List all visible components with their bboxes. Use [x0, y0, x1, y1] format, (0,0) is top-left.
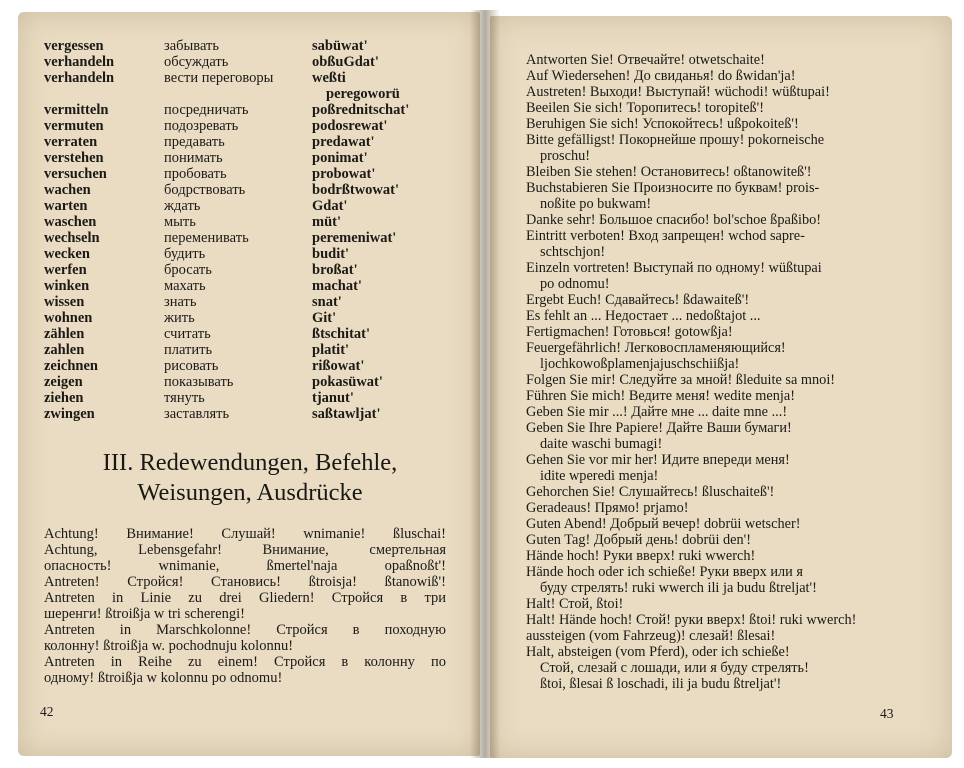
- vocab-transliteration: weßti: [312, 70, 346, 86]
- vocab-row: [44, 150, 444, 166]
- vocab-russian: заставлять: [164, 406, 230, 422]
- vocab-row: [44, 278, 444, 294]
- vocab-russian: забывать: [164, 38, 219, 54]
- vocab-transliteration-cont: peregoworü: [326, 86, 400, 102]
- vocab-row: [44, 214, 444, 230]
- vocab-transliteration: Gdat': [312, 198, 348, 214]
- phrase-line: Hände hoch! Руки вверх! ruki wwerch!: [526, 548, 756, 564]
- vocabulary-list: [44, 38, 444, 422]
- vocab-row: [44, 262, 444, 278]
- phrase-line: Guten Tag! Добрый день! dobrüi den'!: [526, 532, 751, 548]
- phrase-line: Auf Wiedersehen! До свиданья! do ßwidan'ja!: [526, 68, 796, 84]
- vocab-row: [44, 342, 444, 358]
- vocab-transliteration: pokasüwat': [312, 374, 383, 390]
- vocab-transliteration: Git': [312, 310, 337, 326]
- vocab-row: [44, 118, 444, 134]
- vocab-transliteration: poßrednitschat': [312, 102, 410, 118]
- vocab-german: wohnen: [44, 310, 93, 326]
- heading-line-1: III. Redewendungen, Befehle,: [102, 449, 398, 476]
- vocab-row: [44, 54, 444, 70]
- right-phrase-list: [526, 52, 910, 692]
- phrase-line: schtschjon!: [540, 244, 606, 260]
- phrase-line: Fertigmachen! Готовься! gotowßja!: [526, 324, 733, 340]
- phrase-line: Achtung, Lebensgefahr! Внимание, смертельная: [44, 542, 446, 558]
- page-number-left: 42: [40, 704, 54, 719]
- vocab-german: zeigen: [44, 374, 83, 390]
- phrase-line: Danke sehr! Большое спасибо! bol'schoe ßpaßibo!: [526, 212, 822, 228]
- section-heading: [40, 448, 460, 508]
- phrase-line: буду стрелять! ruki wwerch ili ja budu ßtreljat'!: [540, 580, 817, 596]
- vocab-transliteration: broßat': [312, 262, 358, 278]
- phrase-line: Geradeaus! Прямо! prjamo!: [526, 500, 689, 516]
- vocab-german: wachen: [44, 182, 91, 198]
- vocab-continuation: [44, 86, 444, 102]
- vocab-transliteration: ßtschitat': [312, 326, 370, 342]
- vocab-row: [44, 134, 444, 150]
- vocab-german: zeichnen: [44, 358, 98, 374]
- vocab-transliteration: obßuGdat': [312, 54, 379, 70]
- phrase-line: Einzeln vortreten! Выступай по одному! wüßtupai: [526, 260, 822, 276]
- phrase-line: Antworten Sie! Отвечайте! otwetschaite!: [526, 52, 765, 68]
- vocab-row: [44, 294, 444, 310]
- vocab-transliteration: predawat': [312, 134, 375, 150]
- phrase-line: Austreten! Выходи! Выступай! wüchodi! wüßtupai!: [526, 84, 830, 100]
- vocab-russian: рисовать: [164, 358, 219, 374]
- vocab-german: vergessen: [44, 38, 104, 54]
- vocab-russian: тянуть: [164, 390, 205, 406]
- vocab-row: [44, 326, 444, 342]
- phrase-line: Es fehlt an ... Недостает ... nedoßtajot ...: [526, 308, 761, 324]
- vocab-german: warten: [44, 198, 88, 214]
- vocab-russian: платить: [164, 342, 213, 358]
- vocab-german: wechseln: [44, 230, 100, 246]
- phrase-line: Führen Sie mich! Ведите меня! wedite menja!: [526, 388, 795, 404]
- phrase-line: ljochkowoßplamenjajuschschiißja!: [540, 356, 740, 372]
- vocab-transliteration: podosrewat': [312, 118, 388, 134]
- phrase-line: Ergebt Euch! Сдавайтесь! ßdawaiteß'!: [526, 292, 750, 308]
- phrase-line: Antreten! Стройся! Становись! ßtroisja! ßtanowiß'!: [44, 574, 446, 590]
- vocab-transliteration: peremeniwat': [312, 230, 397, 246]
- vocab-german: verstehen: [44, 150, 104, 166]
- phrase-line: Halt! Стой, ßtoi!: [526, 596, 624, 612]
- vocab-transliteration: sabüwat': [312, 38, 368, 54]
- vocab-russian: посредничать: [164, 102, 249, 118]
- heading-line-2: Weisungen, Ausdrücke: [137, 479, 363, 506]
- phrase-line: Bleiben Sie stehen! Остановитесь! oßtanowiteß'!: [526, 164, 812, 180]
- phrase-line: Feuergefährlich! Легковоспламеняющийся!: [526, 340, 786, 356]
- phrase-line: Antreten in Marschkolonne! Стройся в походную: [44, 622, 446, 638]
- vocab-transliteration: snat': [312, 294, 342, 310]
- phrase-line: шеренги! ßtroißja w tri scherengi!: [44, 606, 245, 622]
- phrase-line: Gehen Sie vor mir her! Идите впереди меня!: [526, 452, 790, 468]
- phrase-line: Antreten in Linie zu drei Gliedern! Стройся в три: [44, 590, 446, 606]
- vocab-russian: знать: [164, 294, 197, 310]
- vocab-transliteration: müt': [312, 214, 341, 230]
- vocab-russian: показывать: [164, 374, 234, 390]
- vocab-german: verhandeln: [44, 70, 115, 86]
- phrase-line: опасность! wnimanie, ßmertel'naja opaßnoßt'!: [44, 558, 446, 574]
- vocab-transliteration: bodrßtwowat': [312, 182, 400, 198]
- vocab-russian: ждать: [164, 198, 201, 214]
- phrase-line: Achtung! Внимание! Слушай! wnimanie! ßluschai!: [44, 526, 446, 542]
- phrase-line: Geben Sie mir ...! Дайте мне ... daite mne ...!: [526, 404, 788, 420]
- vocab-russian: будить: [164, 246, 206, 262]
- phrase-line: ßtoi, ßlesai ß loschadi, ili ja budu ßtreljat'!: [540, 676, 782, 692]
- phrase-line: idite wperedi menja!: [540, 468, 659, 484]
- phrase-line: Antreten in Reihe zu einem! Стройся в колонну по: [44, 654, 446, 670]
- vocab-transliteration: tjanut': [312, 390, 354, 406]
- vocab-russian: бросать: [164, 262, 212, 278]
- vocab-german: verhandeln: [44, 54, 115, 70]
- vocab-row: [44, 182, 444, 198]
- vocab-russian: переменивать: [164, 230, 249, 246]
- phrase-line: Beeilen Sie sich! Торопитесь! toropiteß'!: [526, 100, 764, 116]
- vocab-row: [44, 310, 444, 326]
- phrase-line: Buchstabieren Sie Произносите по буквам! prois-: [526, 180, 820, 196]
- vocab-german: zwingen: [44, 406, 95, 422]
- phrase-line: noßite po bukwam!: [540, 196, 652, 212]
- phrase-line: Стой, слезай с лошади, или я буду стрелять!: [540, 660, 809, 676]
- vocab-transliteration: machat': [312, 278, 362, 294]
- phrase-line: Hände hoch oder ich schieße! Руки вверх или я: [526, 564, 803, 580]
- phrase-line: одному! ßtroißja w kolonnu po odnomu!: [44, 670, 283, 686]
- vocab-row: [44, 198, 444, 214]
- vocab-russian: предавать: [164, 134, 225, 150]
- phrase-line: Eintritt verboten! Вход запрещен! wchod sapre-: [526, 228, 805, 244]
- vocab-russian: жить: [164, 310, 195, 326]
- vocab-russian: считать: [164, 326, 211, 342]
- phrase-line: Beruhigen Sie sich! Успокойтесь! ußpokoiteß'!: [526, 116, 799, 132]
- phrase-line: aussteigen (vom Fahrzeug)! слезай! ßlesai!: [526, 628, 776, 644]
- vocab-russian: обсуждать: [164, 54, 229, 70]
- vocab-row: [44, 374, 444, 390]
- vocab-russian: бодрствовать: [164, 182, 246, 198]
- vocab-german: wecken: [44, 246, 90, 262]
- vocab-german: ziehen: [44, 390, 84, 406]
- phrase-line: daite waschi bumagi!: [540, 436, 663, 452]
- vocab-german: vermitteln: [44, 102, 109, 118]
- vocab-transliteration: budit': [312, 246, 350, 262]
- phrase-line: proschu!: [540, 148, 591, 164]
- phrase-line: Guten Abend! Добрый вечер! dobrüi wetscher!: [526, 516, 801, 532]
- vocab-russian: пробовать: [164, 166, 227, 182]
- vocab-german: winken: [44, 278, 90, 294]
- vocab-german: verraten: [44, 134, 98, 150]
- vocab-transliteration: probowat': [312, 166, 376, 182]
- vocab-transliteration: platit': [312, 342, 350, 358]
- vocab-row: [44, 166, 444, 182]
- vocab-russian: понимать: [164, 150, 223, 166]
- phrase-line: Geben Sie Ihre Papiere! Дайте Ваши бумаги!: [526, 420, 792, 436]
- vocab-german: zählen: [44, 326, 85, 342]
- vocab-transliteration: rißowat': [312, 358, 365, 374]
- phrase-line: Gehorchen Sie! Слушайтесь! ßluschaiteß'!: [526, 484, 775, 500]
- vocab-row: [44, 102, 444, 118]
- page-number-right: 43: [880, 706, 894, 721]
- phrase-line: Folgen Sie mir! Следуйте за мной! ßleduite sa mnoi!: [526, 372, 836, 388]
- vocab-russian: вести переговоры: [164, 70, 274, 86]
- vocab-transliteration: ponimat': [312, 150, 368, 166]
- phrase-line: Halt! Hände hoch! Стой! руки вверх! ßtoi! ruki wwerch!: [526, 612, 857, 628]
- vocab-row: [44, 406, 444, 422]
- vocab-german: vermuten: [44, 118, 104, 134]
- vocab-row: [44, 358, 444, 374]
- vocab-row: [44, 230, 444, 246]
- phrase-line: Halt, absteigen (vom Pferd), oder ich schieße!: [526, 644, 790, 660]
- vocab-row: [44, 246, 444, 262]
- vocab-german: werfen: [44, 262, 87, 278]
- phrase-line: Bitte gefälligst! Покорнейше прошу! pokorneische: [526, 132, 825, 148]
- phrase-line: колонну! ßtroißja w. pochodnuju kolonnu!: [44, 638, 294, 654]
- vocab-row: [44, 38, 444, 54]
- vocab-russian: мыть: [164, 214, 196, 230]
- vocab-german: zahlen: [44, 342, 85, 358]
- vocab-russian: махать: [164, 278, 206, 294]
- phrase-line: po odnomu!: [540, 276, 610, 292]
- vocab-russian: подозревать: [164, 118, 239, 134]
- vocab-row: [44, 390, 444, 406]
- vocab-row: [44, 70, 444, 86]
- vocab-german: waschen: [44, 214, 97, 230]
- vocab-german: versuchen: [44, 166, 107, 182]
- vocab-german: wissen: [44, 294, 85, 310]
- left-phrase-list: [44, 526, 446, 686]
- vocab-transliteration: saßtawljat': [312, 406, 381, 422]
